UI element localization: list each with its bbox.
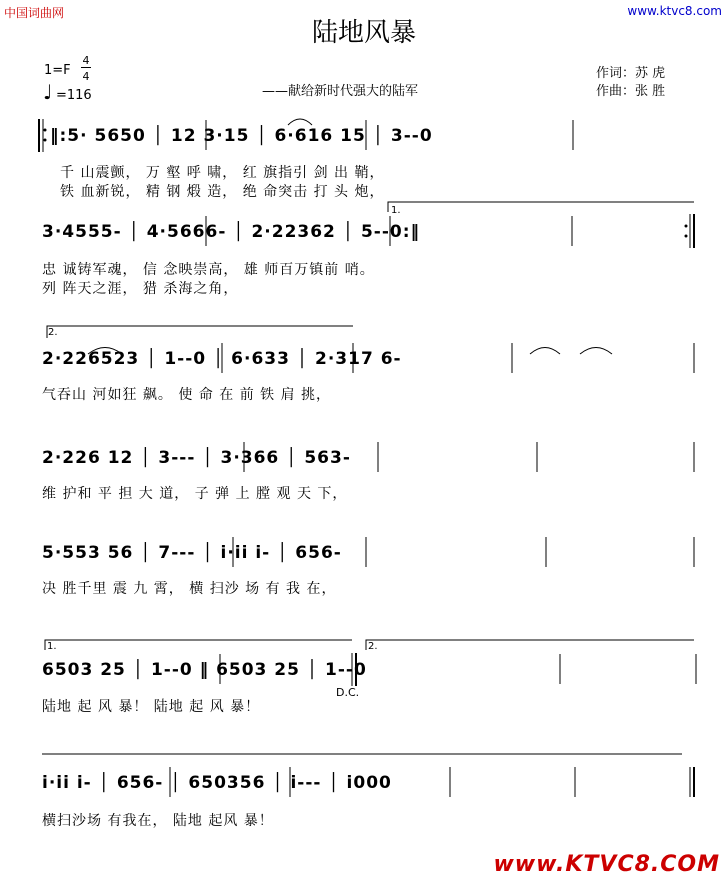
- lyricist-credit: 作词：苏 虎: [596, 66, 666, 81]
- staff-1-lyrics-verse-2: 铁 血新锐， 精 钢 煅 造， 绝 命突击 打 头 炮，: [60, 184, 385, 200]
- ending-1-label: 1.: [47, 641, 57, 652]
- staff-2-notes: 3·4555- │ 4·5666- │ 2·22362 │ 5--0:‖: [42, 222, 421, 242]
- staff-7-notes: i·ii i- │ 656- │ 650356 │ i--- │ i000: [42, 773, 392, 793]
- staff-5-notes: 5·553 56 │ 7--- │ i·ii i- │ 656-: [42, 543, 342, 563]
- time-signature-bottom: 4: [82, 70, 90, 83]
- dedication: ——献给新时代强大的陆军: [262, 84, 419, 99]
- tempo-mark: =116: [56, 88, 92, 103]
- staff-2-lyrics-verse-2: 列 阵天之涯， 猎 杀海之角，: [42, 281, 239, 297]
- staff-3-lyrics: 气吞山 河如狂 飙。 使 命 在 前 铁 肩 挑，: [42, 387, 332, 403]
- staff-6-lyrics: 陆地 起 风 暴！ 陆地 起 风 暴！: [42, 699, 261, 715]
- staff-7-lyrics: 横扫沙场 有我在， 陆地 起风 暴！: [42, 813, 274, 829]
- ending-2-label: 2.: [368, 641, 378, 652]
- dc-mark: D.C.: [336, 686, 360, 699]
- staff-4-lyrics: 维 护和 平 担 大 道， 子 弹 上 膛 观 天 下，: [42, 486, 348, 502]
- composer-credit: 作曲：张 胜: [596, 84, 666, 99]
- quarter-note-icon: ♩: [43, 80, 53, 104]
- staff-6-notes: 6503 25 │ 1--0 ‖ 6503 25 │ 1--0: [42, 660, 367, 680]
- site-watermark-bottom: www.KTVC8.COM: [493, 852, 720, 877]
- staff-5-lyrics: 决 胜千里 震 九 霄， 横 扫沙 场 有 我 在，: [42, 581, 337, 597]
- volta-2-label: 2.: [48, 327, 58, 338]
- staff-1-lyrics-verse-1: 千 山震颤， 万 壑 呼 啸， 红 旗指引 剑 出 鞘，: [60, 165, 385, 181]
- key-signature: 1=F: [44, 63, 71, 78]
- time-signature-top: 4: [82, 54, 90, 67]
- volta-1-label: 1.: [391, 205, 401, 216]
- staff-2-lyrics-verse-1: 忠 诚铸军魂， 信 念映崇高， 雄 师百万镇前 哨。: [42, 262, 375, 278]
- staff-4-notes: 2·226 12 │ 3--- │ 3·366 │ 563-: [42, 448, 351, 468]
- song-title: 陆地风暴: [311, 18, 416, 48]
- site-watermark-left: 中国词曲网: [4, 6, 65, 20]
- staff-3-notes: 2·226523 │ 1--0 │ 6·633 │ 2·317 6-: [42, 349, 402, 369]
- site-watermark-right: www.ktvc8.com: [627, 4, 722, 18]
- staff-1-notes: ‖:5· 5650 │ 12 3·15 │ 6·616 15 │ 3--0: [50, 126, 433, 146]
